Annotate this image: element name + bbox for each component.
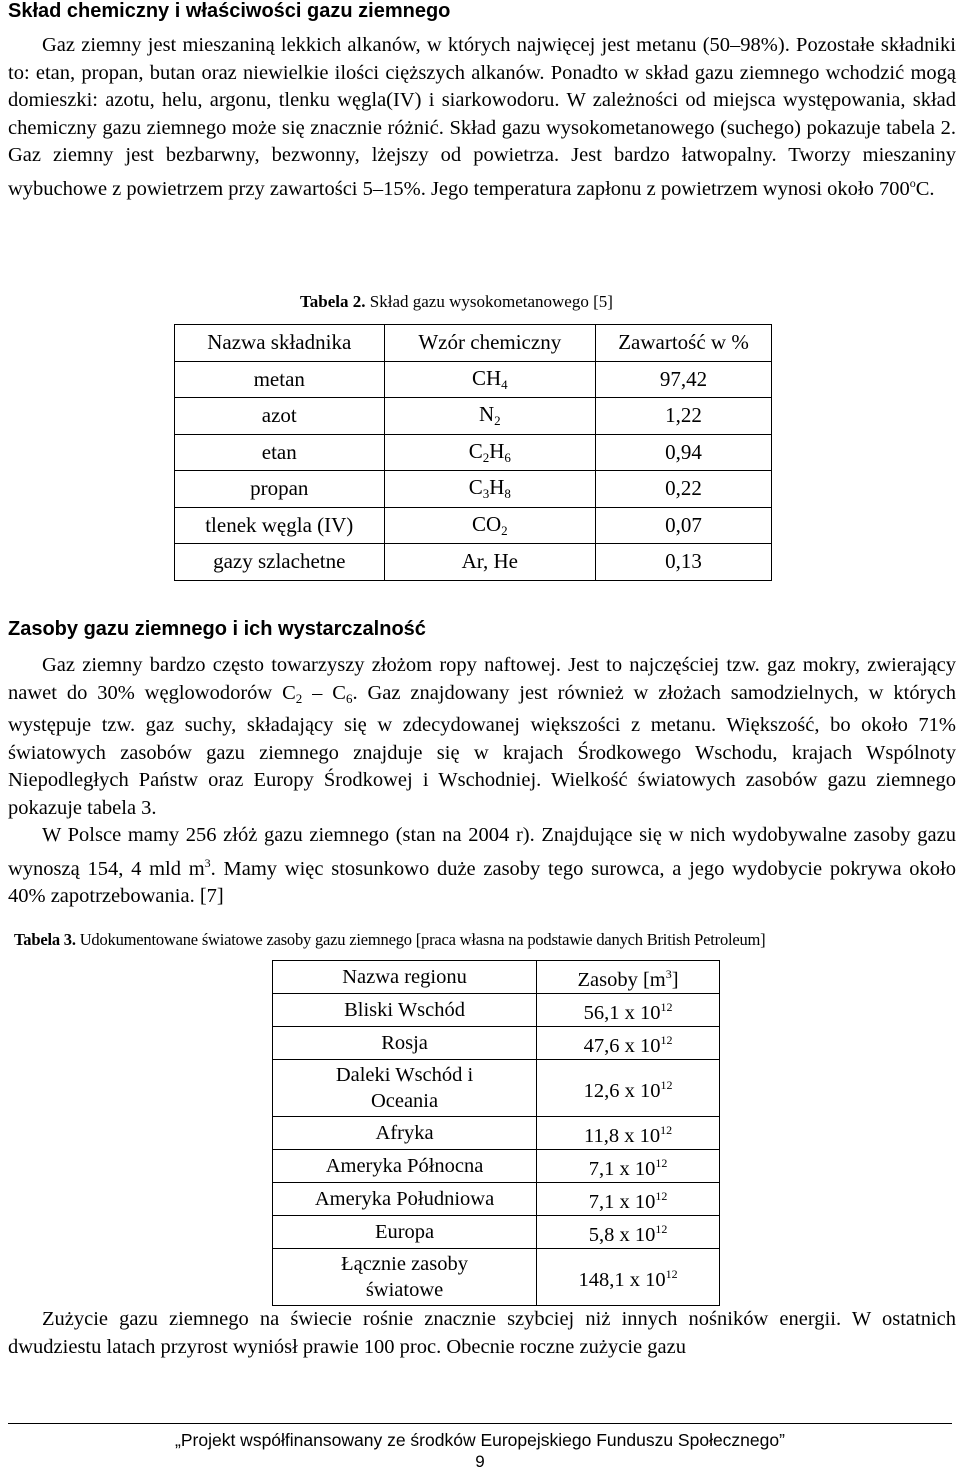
exponent: 12 — [655, 1189, 668, 1203]
column-header-close: ] — [671, 969, 679, 991]
subscript: 8 — [504, 486, 511, 502]
table-row — [273, 1117, 720, 1150]
resource-value — [537, 1060, 720, 1117]
table-row — [175, 361, 772, 398]
subscript: 4 — [501, 376, 508, 392]
paragraph-resources-text-b: – C — [302, 681, 346, 704]
exponent: 12 — [660, 1078, 673, 1092]
resource-value — [537, 1183, 720, 1216]
paragraph-consumption-text: Zużycie gazu ziemnego na świecie rośnie znacznie szybciej niż innych nośników energii. W ostatnich dwudziestu latach przyrost wyniósł prawie 100 proc. Obecnie roczne zużycie gazu — [8, 1308, 956, 1358]
region-name: Rosja — [273, 1027, 537, 1060]
table-row — [273, 994, 720, 1027]
region-name: Daleki Wschód i Oceania — [273, 1060, 537, 1117]
column-header-text: Zasoby [m — [577, 969, 666, 991]
table-gas-composition — [174, 324, 772, 581]
chemical-formula — [384, 398, 596, 435]
exponent: 12 — [655, 1222, 668, 1236]
content-percent: 97,42 — [596, 361, 772, 398]
table-row — [175, 434, 772, 471]
table-header-row — [273, 961, 720, 994]
exponent: 12 — [660, 1033, 673, 1047]
chemical-formula — [384, 471, 596, 508]
region-name: Afryka — [273, 1117, 537, 1150]
table2-caption-label: Tabela 2. — [300, 292, 366, 311]
subscript: 6 — [345, 690, 353, 706]
degree-sign: o — [909, 175, 916, 190]
paragraph-composition-text: Gaz ziemny jest mieszaniną lekkich alkanów, w których najwięcej jest metanu (50–98%). Pozostałe składniki to: etan, propan, butan oraz niewielkie ilości cięższych alkanów. Ponadto w skład gazu ziemnego wchodzić mogą domieszki: azotu, helu, argonu, tlenku węgla(IV) i siarkowodoru. W zależności od miejsca występowania, skład chemiczny gazu ziemnego może się znacznie różnić. Skład gazu wysokometanowego (suchego) pokazuje tabela 2. Gaz ziemny jest bezbarwny, bezwonny, lżejszy od powietrza. Jest bardzo łatwopalny. Tworzy mieszaniny wybuchowe z powietrzem przy zawartości 5–15%. Jego temperatura zapłonu z powietrzem wynosi około 700 — [8, 34, 956, 200]
formula-part: N — [478, 402, 495, 427]
component-name: tlenek węgla (IV) — [175, 507, 385, 544]
region-name: Łącznie zasoby światowe — [273, 1249, 537, 1306]
table-row — [175, 507, 772, 544]
resource-base: 11,8 x 10 — [583, 1125, 661, 1147]
chemical-formula — [384, 434, 596, 471]
paragraph-composition — [8, 32, 956, 203]
content-percent: 1,22 — [596, 398, 772, 435]
resource-value — [537, 1249, 720, 1306]
content-percent: 0,94 — [596, 434, 772, 471]
subscript: 3 — [482, 486, 490, 502]
chemical-formula — [384, 507, 596, 544]
paragraph-consumption — [8, 1306, 956, 1361]
table-row — [175, 544, 772, 581]
content-percent: 0,13 — [596, 544, 772, 581]
table-row — [273, 1027, 720, 1060]
column-header — [537, 961, 720, 994]
formula-part: H — [489, 438, 505, 463]
subscript: 6 — [504, 449, 511, 465]
exponent: 12 — [660, 1000, 673, 1014]
resource-base: 12,6 x 10 — [583, 1080, 661, 1102]
resource-base: 7,1 x 10 — [588, 1158, 656, 1180]
page-number: 9 — [475, 1452, 485, 1471]
table2-caption-text: Skład gazu wysokometanowego [5] — [369, 292, 613, 311]
table3-caption — [14, 930, 765, 950]
table-row — [273, 1249, 720, 1306]
superscript: 3 — [665, 967, 672, 981]
table2-caption — [300, 292, 613, 312]
superscript: 3 — [204, 855, 211, 870]
resource-value — [537, 1117, 720, 1150]
formula-part: C — [468, 475, 483, 500]
footer-text: „Projekt współfinansowany ze środków Europejskiego Funduszu Społecznego” — [175, 1430, 785, 1450]
table-row — [273, 1150, 720, 1183]
column-header: Nazwa składnika — [175, 325, 385, 362]
paragraph-resources-text-c: . Gaz znajdowany jest również w złożach samodzielnych, w których występuje tzw. gaz suchy, składający się w zdecydowanej większości z metanu. Większość, bo około 71% światowych zasobów gazu ziemnego znajduje się w krajach Środkowego Wschodu, krajach Wspólnoty Niepodległych Państw oraz Europy Środkowej i Wschodniej. Wielkość światowych zasobów gazu ziemnego pokazuje tabela 3. — [8, 681, 956, 819]
table3-caption-text: Udokumentowane światowe zasoby gazu ziemnego [praca własna na podstawie danych British Petroleum] — [79, 930, 766, 949]
paragraph-composition-end: C. — [915, 177, 935, 200]
section-heading-composition: Skład chemiczny i właściwości gazu ziemnego — [8, 0, 451, 22]
paragraph-resources — [8, 652, 956, 822]
region-name: Ameryka Południowa — [273, 1183, 537, 1216]
exponent: 12 — [660, 1123, 673, 1137]
column-header: Zawartość w % — [596, 325, 772, 362]
paragraph-poland — [8, 822, 956, 911]
resource-value — [537, 994, 720, 1027]
content-percent: 0,22 — [596, 471, 772, 508]
formula-part: CH — [471, 365, 502, 390]
resource-value — [537, 1027, 720, 1060]
paragraph-resources-text-a: Gaz ziemny bardzo często towarzyszy złożom ropy naftowej. Jest to najczęściej tzw. gaz mokry, zwierający nawet do 30% węglowodorów C — [8, 654, 956, 704]
resource-base: 7,1 x 10 — [588, 1191, 656, 1213]
component-name: azot — [175, 398, 385, 435]
subscript: 2 — [501, 522, 508, 538]
region-name: Bliski Wschód — [273, 994, 537, 1027]
resource-base: 47,6 x 10 — [583, 1035, 661, 1057]
formula-part: H — [489, 475, 505, 500]
formula-part: Ar, He — [461, 549, 518, 574]
resource-base: 56,1 x 10 — [583, 1002, 661, 1024]
table-row — [175, 398, 772, 435]
component-name: gazy szlachetne — [175, 544, 385, 581]
exponent: 12 — [655, 1156, 668, 1170]
table-row — [273, 1183, 720, 1216]
formula-part: CO — [471, 511, 502, 536]
chemical-formula — [384, 544, 596, 581]
table-header-row — [175, 325, 772, 362]
column-header: Nazwa regionu — [273, 961, 537, 994]
resource-value — [537, 1216, 720, 1249]
resource-base: 5,8 x 10 — [588, 1224, 656, 1246]
resource-base: 148,1 x 10 — [578, 1269, 666, 1291]
column-header: Wzór chemiczny — [384, 325, 596, 362]
formula-part: C — [468, 438, 483, 463]
table-row — [175, 471, 772, 508]
subscript: 2 — [482, 449, 490, 465]
resource-value — [537, 1150, 720, 1183]
exponent: 12 — [665, 1267, 678, 1281]
table3-caption-label: Tabela 3. — [14, 930, 76, 949]
table-world-resources — [272, 960, 720, 1306]
region-name: Ameryka Północna — [273, 1150, 537, 1183]
table-row — [273, 1216, 720, 1249]
paragraph-poland-text-a: W Polsce mamy 256 złóż gazu ziemnego (stan na 2004 r). Znajdujące się w nich wydobywalne zasoby gazu wynoszą 154, 4 mld m — [8, 824, 956, 880]
section-heading-resources: Zasoby gazu ziemnego i ich wystarczalność — [8, 618, 426, 640]
component-name: etan — [175, 434, 385, 471]
table-row — [273, 1060, 720, 1117]
subscript: 2 — [295, 690, 303, 706]
component-name: propan — [175, 471, 385, 508]
chemical-formula — [384, 361, 596, 398]
component-name: metan — [175, 361, 385, 398]
region-name: Europa — [273, 1216, 537, 1249]
subscript: 2 — [494, 413, 501, 429]
content-percent: 0,07 — [596, 507, 772, 544]
paragraph-poland-text-b: . Mamy więc stosunkowo duże zasoby tego surowca, a jego wydobycie pokrywa około 40% zapotrzebowania. [7] — [8, 857, 956, 907]
footer-divider — [8, 1423, 952, 1424]
